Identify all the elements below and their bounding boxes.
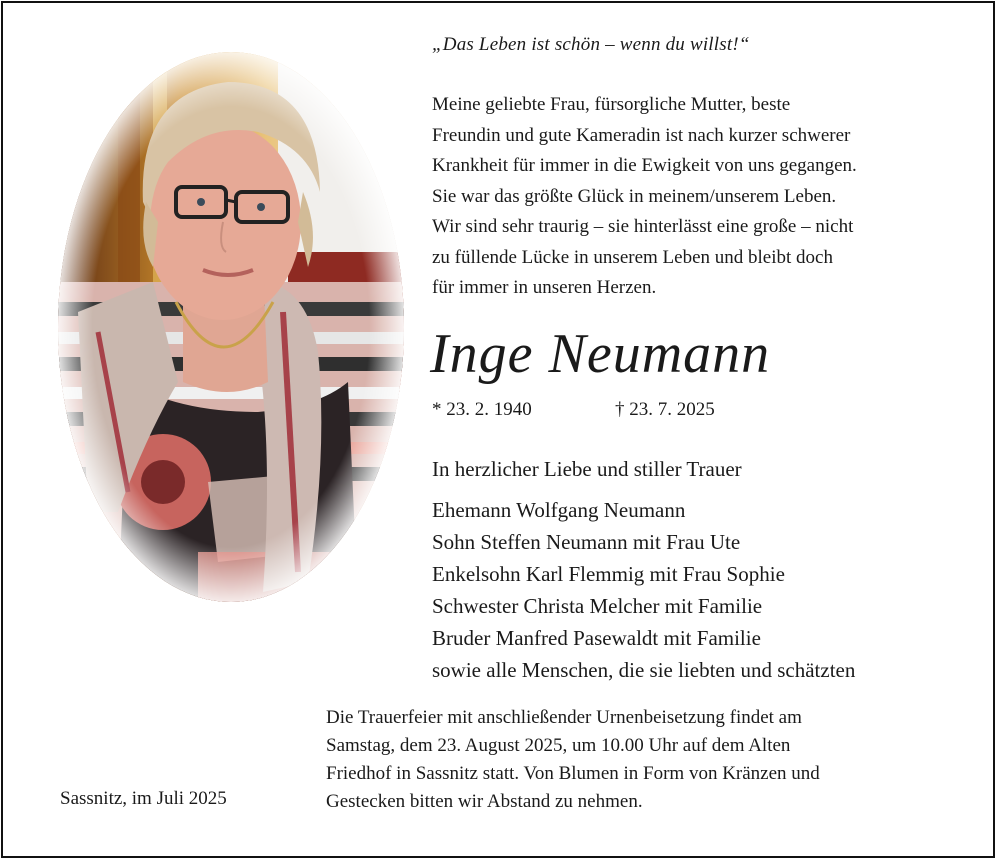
notice-line: Gestecken bitten wir Abstand zu nehmen. <box>326 791 643 812</box>
portrait-photo <box>58 52 404 602</box>
intro-line: Krankheit für immer in die Ewigkeit von uns gegangen. <box>432 155 857 176</box>
notice-line: Friedhof in Sassnitz statt. Von Blumen in Form von Kränzen und <box>326 763 820 784</box>
intro-line: für immer in unseren Herzen. <box>432 277 657 298</box>
birth-date: * 23. 2. 1940 <box>432 399 532 420</box>
mourning-heading: In herzlicher Liebe und stiller Trauer <box>432 457 742 481</box>
intro-line: Sie war das größte Glück in meinem/unserem Leben. <box>432 185 837 207</box>
notice-line: Samstag, dem 23. August 2025, um 10.00 Uhr auf dem Alten <box>326 735 791 756</box>
mourner-line: sowie alle Menschen, die sie liebten und schätzten <box>432 658 856 682</box>
portrait-illustration <box>58 52 404 602</box>
mourners-list <box>432 494 855 686</box>
funeral-notice <box>326 704 820 816</box>
life-dates <box>432 399 715 421</box>
intro-text <box>432 90 962 304</box>
intro-line: zu füllende Lücke in unserem Leben und bleibt doch <box>432 246 833 268</box>
intro-line: Freundin und gute Kameradin ist nach kurzer schwerer <box>432 124 851 146</box>
mourner-line: Sohn Steffen Neumann mit Frau Ute <box>432 530 741 554</box>
place-and-date: Sassnitz, im Juli 2025 <box>60 788 227 809</box>
deceased-name: Inge Neumann <box>430 323 771 385</box>
mourner-line: Bruder Manfred Pasewaldt mit Familie <box>432 626 761 650</box>
mourner-line: Enkelsohn Karl Flemmig mit Frau Sophie <box>432 562 785 586</box>
intro-line: Wir sind sehr traurig – sie hinterlässt eine große – nicht <box>432 216 854 237</box>
notice-line: Die Trauerfeier mit anschließender Urnenbeisetzung findet am <box>326 707 802 728</box>
mourner-line: Schwester Christa Melcher mit Familie <box>432 594 763 618</box>
mourner-line: Ehemann Wolfgang Neumann <box>432 498 686 522</box>
intro-line: Meine geliebte Frau, fürsorgliche Mutter, beste <box>432 94 791 115</box>
death-date: † 23. 7. 2025 <box>615 399 715 420</box>
motto-quote: „Das Leben ist schön – wenn du willst!“ <box>432 34 750 55</box>
